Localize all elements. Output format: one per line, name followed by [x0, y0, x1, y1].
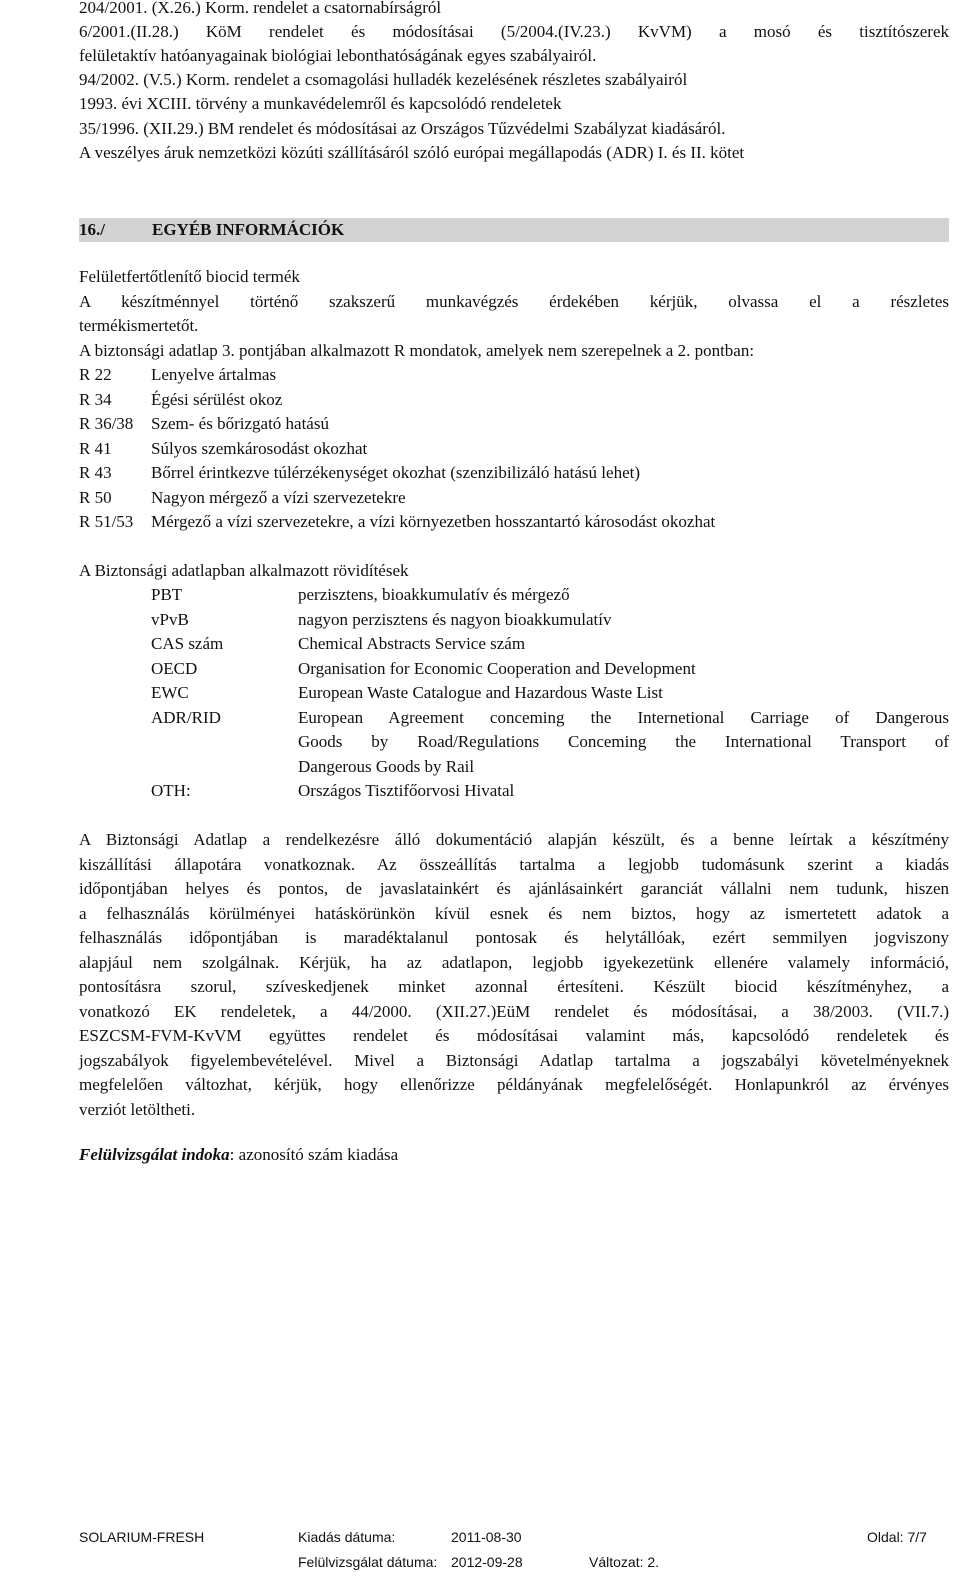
abbreviation-definition: Országos Tisztifőorvosi Hivatal — [298, 781, 515, 800]
abbreviations-title: A Biztonsági adatlapban alkalmazott rövidítések — [79, 561, 409, 580]
disclaimer-line: pontosításra szorul, szíveskedjenek minket azonnal értesíteni. Készült biocid készítményhez, a — [79, 977, 949, 996]
disclaimer-line: verziót letöltheti. — [79, 1099, 196, 1119]
abbreviation-definition: European Agreement conceming the Internetional Carriage of Dangerous — [298, 708, 949, 727]
abbreviation-term: OTH: — [151, 781, 191, 800]
disclaimer-line: ESZCSM-FVM-KvVM együttes rendelet és módosításai valamint más, kapcsolódó rendeletek és — [79, 1026, 949, 1045]
review-reason — [79, 1143, 398, 1167]
section-number: 16./ — [79, 220, 105, 239]
abbreviation-definition: Chemical Abstracts Service szám — [298, 634, 526, 653]
intro-text: termékismertetőt. — [79, 316, 199, 335]
r-phrase-code: R 36/38 — [79, 414, 134, 433]
r-phrase-text: Súlyos szemkárosodást okozhat — [151, 439, 368, 458]
footer-review-date: 2012-09-28 — [451, 1554, 523, 1570]
disclaimer-line: a felhasználás körülményei hatáskörünkön kívül esnek és nem biztos, hogy az ismertetett adatok a — [79, 903, 949, 923]
abbreviation-term: PBT — [151, 585, 183, 604]
disclaimer-line: megfelelően változhat, kérjük, hogy ellenőrizze példányának megfelelőségét. Honlapunkról az érvényes — [79, 1075, 949, 1094]
regulation-line: felületaktív hatóanyagainak biológiai lebonthatóságának egyes szabályairól. — [79, 46, 597, 65]
abbreviation-definition: Dangerous Goods by Rail — [298, 757, 475, 776]
review-reason-label: Felülvizsgálat indoka — [79, 1145, 230, 1164]
intro-text: A készítménnyel történő szakszerű munkavégzés érdekében kérjük, olvassa el a részletes — [79, 292, 949, 311]
abbreviation-term: ADR/RID — [151, 708, 221, 727]
footer-version: Változat: 2. — [589, 1554, 660, 1570]
r-phrase-code: R 50 — [79, 488, 112, 507]
abbreviation-definition: Organisation for Economic Cooperation and Development — [298, 659, 696, 678]
footer-issue-label: Kiadás dátuma: — [298, 1529, 396, 1545]
abbreviation-definition: European Waste Catalogue and Hazardous Waste List — [298, 683, 663, 702]
disclaimer-line: alapjául nem szolgálnak. Kérjük, ha az adatlapon, legjobb igyekezetünk ellenére valamely információ, — [79, 952, 949, 972]
r-phrase-text: Lenyelve ártalmas — [151, 365, 277, 384]
abbreviation-term: OECD — [151, 659, 198, 678]
r-phrase-text: Nagyon mérgező a vízi szervezetekre — [151, 488, 406, 507]
regulation-line: 6/2001.(II.28.) KöM rendelet és módosításai (5/2004.(IV.23.) KvVM) a mosó és tisztítószerek — [79, 22, 949, 41]
disclaimer-line: A Biztonsági Adatlap a rendelkezésre álló dokumentáció alapján készült, és a benne leírtak a készítmény — [79, 830, 949, 849]
disclaimer-paragraph — [79, 828, 949, 1122]
review-reason-text: : azonosító szám kiadása — [229, 1145, 399, 1164]
footer-review-label: Felülvizsgálat dátuma: — [298, 1554, 438, 1570]
disclaimer-line: időpontjában helyes és pontos, de javaslatainkért és ajánlásainkért garanciát vállalni nem tudunk, hiszen — [79, 879, 949, 898]
abbreviation-definition: nagyon perzisztens és nagyon bioakkumulatív — [298, 610, 612, 629]
disclaimer-line: jogszabályok figyelembevételével. Mivel a Biztonsági Adatlap tartalma a jogszabályi követelményeknek — [79, 1050, 949, 1070]
disclaimer-line: kiszállítási állapotára vonatkoznak. Az összeállítás tartalma a legjobb tudomásunk szerint a kiadás — [79, 854, 949, 874]
abbreviation-term: vPvB — [151, 610, 189, 629]
r-phrase-text: Szem- és bőrizgató hatású — [151, 414, 329, 433]
regulation-line: 1993. évi XCIII. törvény a munkavédelemről és kapcsolódó rendeletek — [79, 94, 562, 113]
footer-product-name: SOLARIUM-FRESH — [79, 1529, 205, 1545]
abbreviation-term: EWC — [151, 683, 189, 702]
regulation-line: 35/1996. (XII.29.) BM rendelet és módosításai az Országos Tűzvédelmi Szabályzat kiadásáról. — [79, 119, 726, 138]
section-title: EGYÉB INFORMÁCIÓK — [152, 220, 345, 239]
r-phrases-intro: A biztonsági adatlap 3. pontjában alkalmazott R mondatok, amelyek nem szerepelnek a 2. pontban: — [79, 341, 755, 360]
disclaimer-line: felhasználás időpontjában is maradéktalanul pontosak és helytállóak, ezért semmilyen jogviszony — [79, 928, 949, 947]
r-phrase-code: R 43 — [79, 463, 112, 482]
r-phrase-code: R 51/53 — [79, 512, 134, 531]
abbreviation-term: CAS szám — [151, 634, 224, 653]
disclaimer-line: vonatkozó EK rendeletek, a 44/2000. (XII.27.)EüM rendelet és módosításai, a 38/2003. (VII.7.) — [79, 1001, 949, 1021]
regulation-line: 204/2001. (X.26.) Korm. rendelet a csatornabírságról — [79, 0, 442, 17]
r-phrase-code: R 41 — [79, 439, 112, 458]
r-phrase-text: Mérgező a vízi szervezetekre, a vízi környezetben hosszantartó károsodást okozhat — [151, 512, 716, 531]
footer-page-number: Oldal: 7/7 — [867, 1529, 927, 1545]
abbreviation-definition: Goods by Road/Regulations Conceming the International Transport of — [298, 732, 949, 751]
footer-issue-date: 2011-08-30 — [451, 1529, 522, 1545]
r-phrase-text: Bőrrel érintkezve túlérzékenységet okozhat (szenzibilizáló hatású lehet) — [151, 463, 640, 482]
abbreviation-definition: perzisztens, bioakkumulatív és mérgező — [298, 585, 570, 604]
section-header — [79, 218, 949, 242]
r-phrase-text: Égési sérülést okoz — [151, 390, 283, 409]
r-phrase-code: R 34 — [79, 390, 112, 409]
r-phrase-code: R 22 — [79, 365, 112, 384]
product-type: Felületfertőtlenítő biocid termék — [79, 267, 300, 286]
regulation-line: A veszélyes áruk nemzetközi közúti szállításáról szóló európai megállapodás (ADR) I. és II. kötet — [79, 143, 745, 162]
regulation-line: 94/2002. (V.5.) Korm. rendelet a csomagolási hulladék kezelésének részletes szabályairól — [79, 70, 688, 89]
